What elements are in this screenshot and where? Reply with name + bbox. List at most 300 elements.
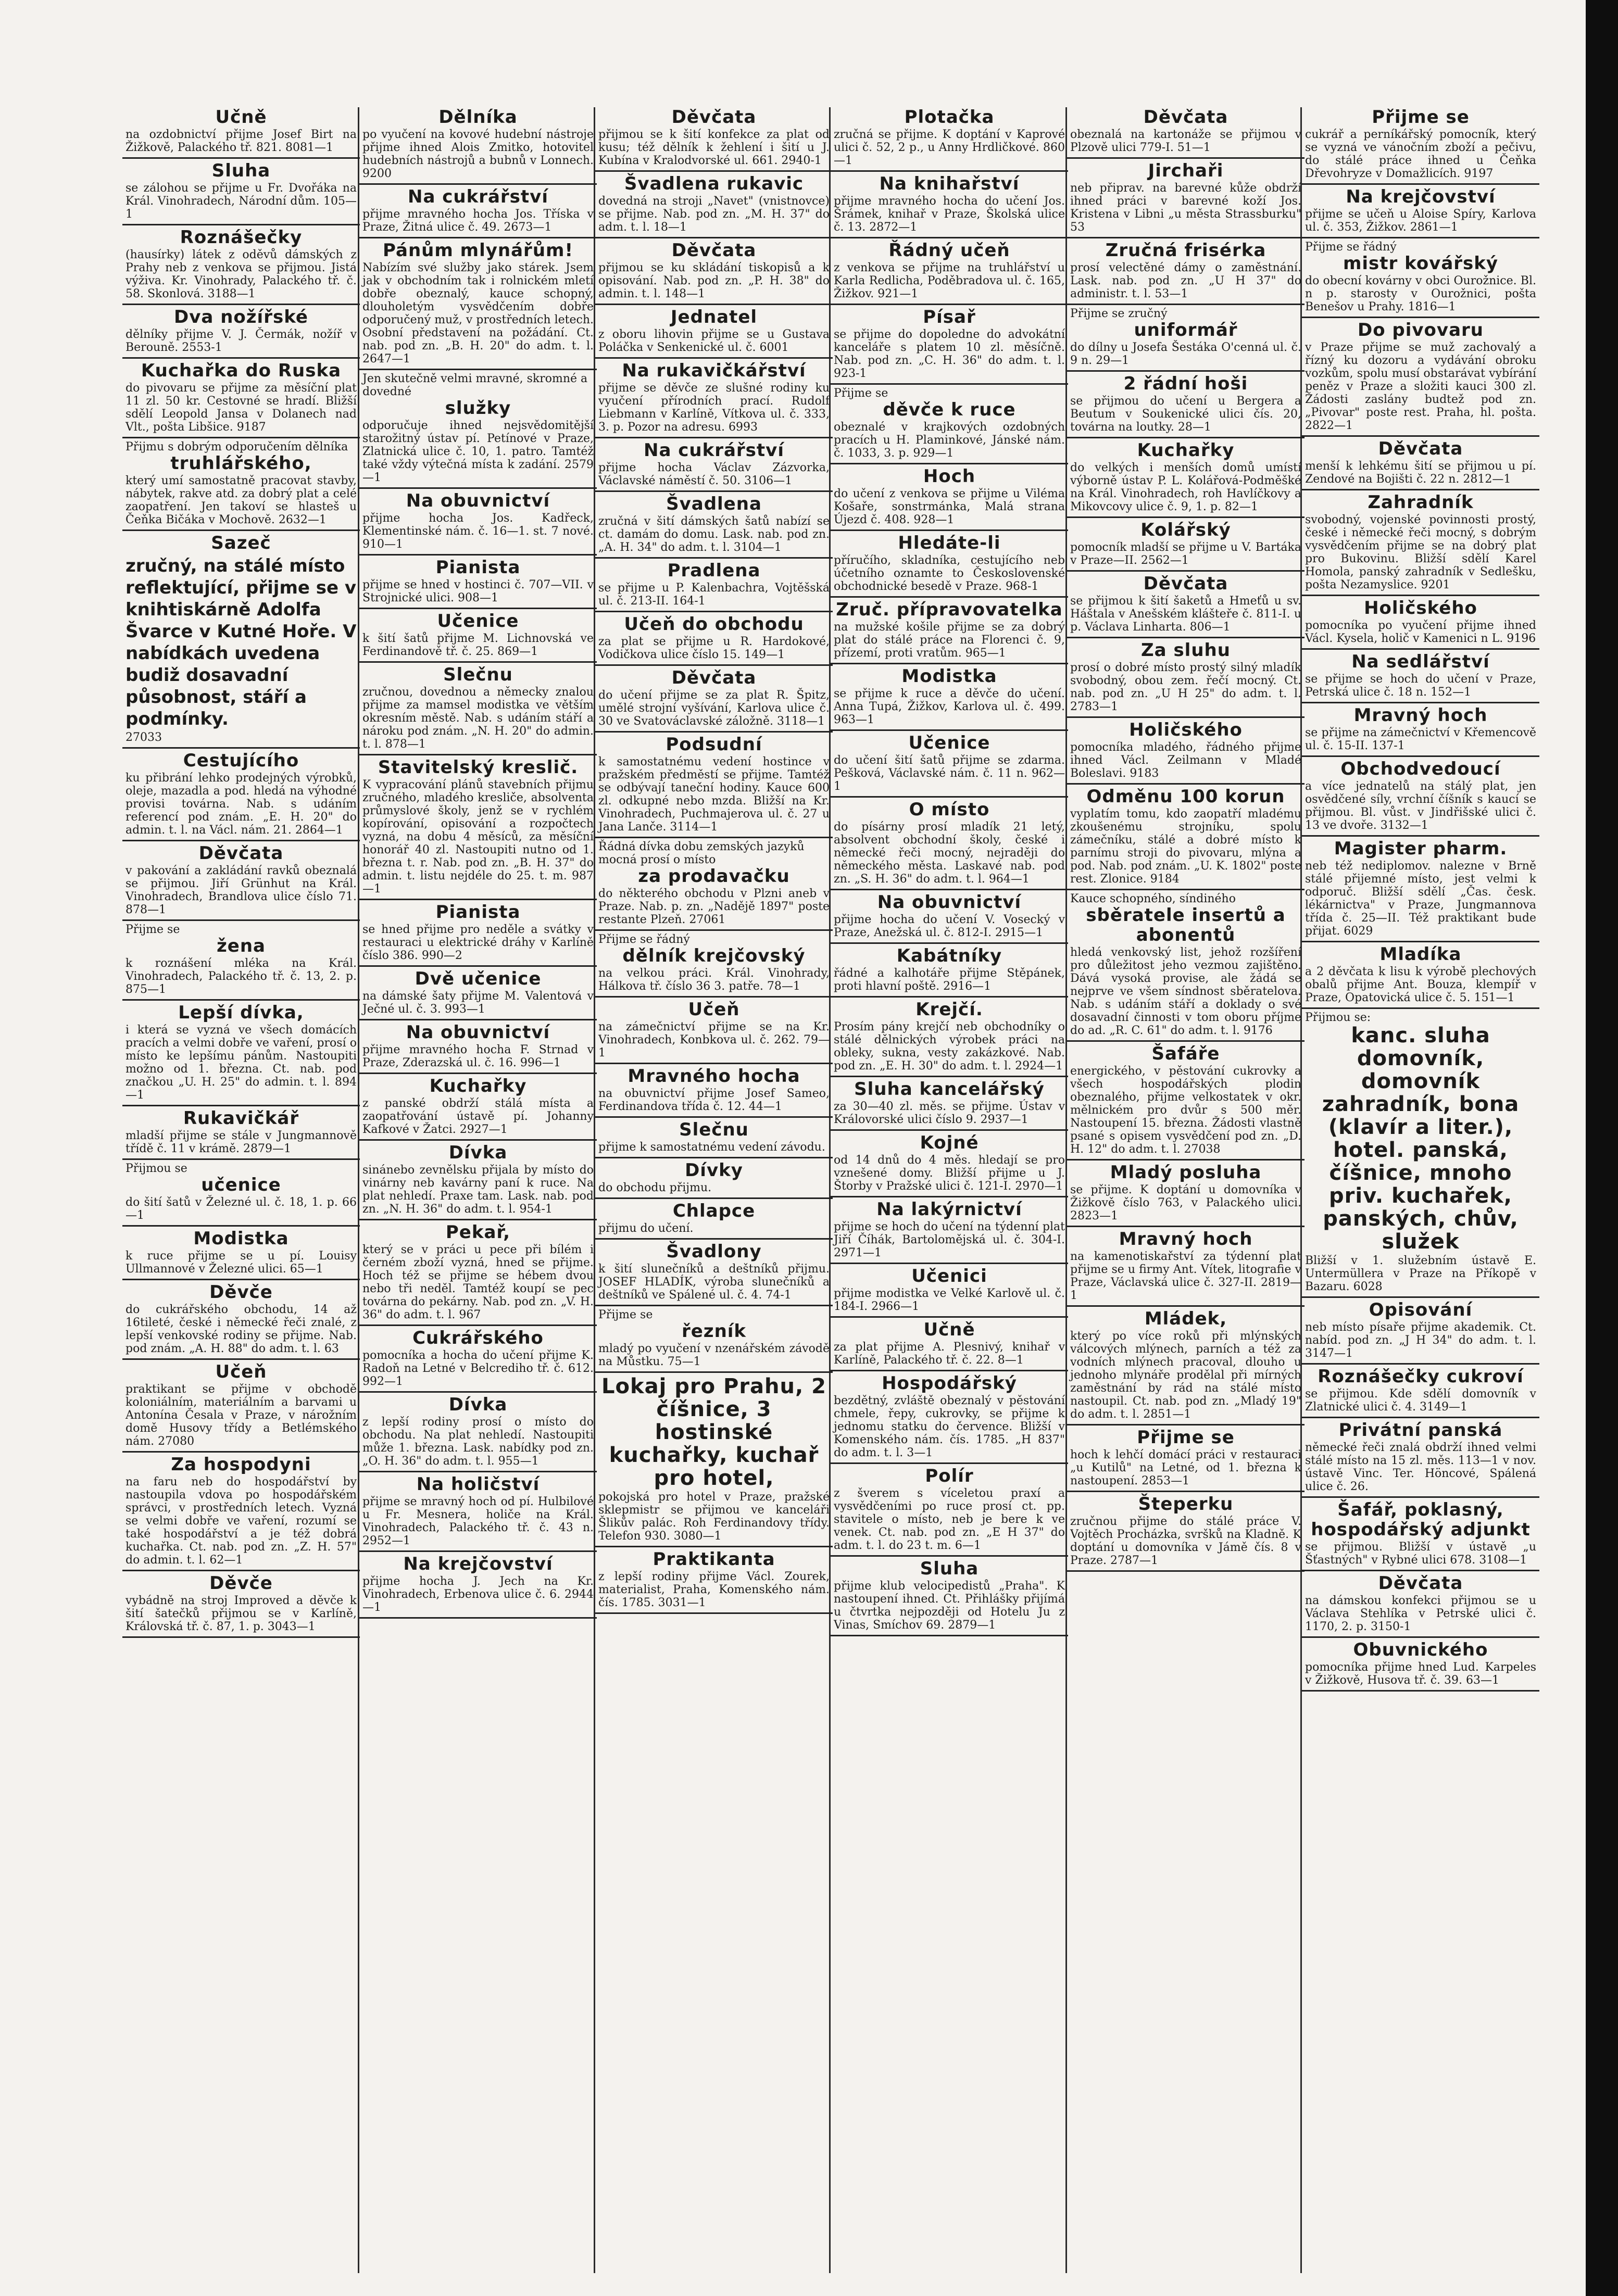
ad-body: přijme se děvče ze slušné rodiny ku vyučení přírodních prací. Rudolf Liebmann v Karlíně, Vítkova ul. č. 333, 3. p. Pozor na adresu. 6993 [598,382,830,434]
ad-heading: Polír [925,1466,974,1486]
ad-body: 27033 [126,731,162,744]
ad-heading: Učně [923,1319,975,1340]
ad-heading: Mladíka [1379,944,1462,965]
ad-intro: Přijme se zručný [1070,307,1168,320]
ad-heading: Učeň do obchodu [624,614,804,635]
ad-heading: Holičského [1364,598,1477,619]
ad-heading: Děvčata [1378,438,1463,459]
classified-ad [831,466,1068,531]
ad-body: přijme klub velocipedistů „Praha". K nastoupení ihned. Ct. Přihlášky přijímá u čtvrtka nejpozději od Hotelu Ju z Vinas, Smíchov 69. 2879—1 [834,1580,1065,1632]
classified-ad [359,491,597,556]
classified-ad [1302,705,1539,757]
classified-ad [122,1229,360,1280]
ad-body: přijme hocha Jos. Kadřeck, Klementinské nám. č. 16—1. st. 7 nové. 910—1 [362,512,594,551]
ad-body: přijme se mravný hoch od pí. Hulbilové u Fr. Mesnera, holiče na Král. Vinohradech, Palackého tř. č. 43 n. 2952—1 [362,1495,594,1547]
classified-ad [1302,1367,1539,1418]
ad-body: do pivovaru se přijme za měsíční plat 11 zl. 50 kr. Cestovné se hradí. Bližší sdělí Leopold Jansa v Dolanech nad Vlt., pošta Libšice. 9187 [126,382,357,434]
classified-ad [122,923,360,1001]
ad-column [359,107,597,2270]
classified-ad [1302,598,1539,650]
classified-ad [595,1375,833,1547]
classified-ad [831,107,1068,172]
ad-heading: Stavitelský kreslič. [378,757,579,778]
ad-intro: Přijmu s dobrým odporučením dělníka [126,440,348,453]
ad-body: se přijme k ruce a děvče do učení. Anna Tupá, Žižkov, Karlova ul. č. 499. 963—1 [834,687,1065,726]
ad-body: za 30—40 zl. měs. se přijme. Ústav v Královorské ulici číslo 9. 2937—1 [834,1100,1065,1126]
classified-ad [831,1000,1068,1077]
ad-body: na mužské košile přijme se za dobrý plat do stálé práce na Florenci č. 9, přízemí, proti vratům. 965—1 [834,621,1065,660]
classified-ad [831,1320,1068,1371]
ad-body: přijmou se k šití konfekce za plat od kusu; též dělník k žehlení i šití u J. Kubína v Kralodvorské ul. 661. 2940-1 [598,128,830,167]
ad-heading: Sluha [920,1558,979,1579]
ad-heading: Do pivovaru [1357,320,1484,340]
ad-body: energického, v pěstování cukrovky a všech hospodářských plodin obeznalého, přijme velkostatek v okr. mělnickém pro dvůr s 500 měr. Nastoupení 15. března. Žádosti vlastně psané s opisem vysvědčení pod zn. „D. H. 12" do adm. t. l. 27038 [1070,1065,1301,1156]
classified-ad [595,1308,833,1373]
ad-heading: Mravný hoch [1119,1229,1253,1250]
ad-body: K vypracování plánů stavebních přijmu zručného, mladého kresliče, absolventa průmyslové školy, jenž se v rychlém kopírování, opisování a rozpočtech vyzná, na dobu 4 měsíců, za měsíční honorář 40 zl. Nastoupiti nutno od 1. března t. r. Nab. pod zn. „B. H. 37" do admin. t. listu nejdéle do 25. t. m. 987—1 [362,778,594,895]
ad-body: příručího, skladníka, cestujícího neb účetního oznamte to Československé obchodnické besedě v Praze. 968-1 [834,554,1065,593]
ad-heading: Mravného hocha [628,1066,800,1087]
ad-heading: Kabátníky [896,945,1002,966]
ad-heading: Pradlena [667,560,761,581]
classified-ad [595,840,833,931]
ad-heading: Jirchaři [1148,160,1224,181]
classified-ad [1302,1500,1539,1571]
classified-ad [831,1466,1068,1557]
ad-body: se přijmou. Bližší v ústavě „u Šťastných" v Rybné ulici 678. 3108—1 [1305,1541,1536,1567]
ad-body: v pakování a zakládání ravků obeznalá se přijmou. Jiří Grünhut na Král. Vinohradech, Brandlova ulice číslo 71. 878—1 [126,864,357,916]
ad-intro: Přijme se [126,923,180,936]
ad-body: z lepší rodiny prosí o místo do obchodu. Na plat nehledí. Nastoupiti může 1. března. Lask. nabídky pod zn. „O. H. 36" do adm. t. l. 955—1 [362,1416,594,1468]
classified-ad [122,1573,360,1638]
classified-ad [595,107,833,172]
classified-ad [1067,1309,1305,1425]
classified-ad [122,1003,360,1106]
ad-body: do učení přijme se za plat R. Špitz, umělé strojní vyšívání, Karlova ulice č. 30 ve Svatováclavské záložně. 3118—1 [598,689,830,728]
classified-ad [1302,652,1539,703]
ad-heading: Pekař, [445,1222,511,1243]
ad-body: přijme hocha do učení V. Vosecký v Praze, Anežská ul. č. 812-I. 2915—1 [834,913,1065,939]
ad-body: na velkou práci. Král. Vinohrady, Hálkova tř. číslo 36 3. patře. 78—1 [598,967,830,993]
ad-heading: uniformář [1134,320,1238,340]
ad-heading: Na sedlářství [1351,651,1490,672]
classified-ad [359,372,597,489]
classified-ad [1067,520,1305,572]
classified-ad [1302,439,1539,490]
ad-body: na obuvnictví přijme Josef Sameo, Ferdinandova třída č. 12. 44—1 [598,1087,830,1113]
ad-heading: Na holičství [416,1474,540,1495]
ad-body: německé řeči znalá obdrží ihned velmi stálé místo na 15 zl. měs. 113—1 v nov. ústavě Vinc. Ter. Höncové, Spálená ulice č. 26. [1305,1441,1536,1493]
ad-body: na ozdobnictví přijme Josef Birt na Žižkově, Palackého tř. 821. 8081—1 [126,128,357,154]
ad-heading: Písař [923,307,976,327]
ad-heading: Dívka [448,1394,508,1415]
ad-body: přijme k samostatnému vedení závodu. [598,1141,825,1154]
ad-heading: Na obuvnictví [406,490,550,511]
ad-body: který po více roků při mlýnských válcových mlýnech, parních a též za vodních mlýnech pracoval, dlouho u jednoho mlynáře prodělal při mírných zaměstnání by rád na stálé místo nastoupil. Ct. nab. pod zn. „Mladý 19" do adm. t. l. 2851—1 [1070,1330,1301,1421]
ad-heading: za prodavačku [638,866,790,887]
ad-body: z panské obdrží stálá místa a zaopatřování ústavě pí. Johanny Kafkové v Žatci. 2927—1 [362,1097,594,1136]
classified-ad [595,735,833,838]
ad-column [122,107,360,2270]
classified-ad [595,1120,833,1158]
ad-intro: Kauce schopného, síndiného [1070,892,1236,905]
ad-heading: Děvčata [1378,1573,1463,1594]
ad-heading: Na krejčovství [403,1554,553,1574]
classified-ad [831,307,1068,385]
classified-ad [359,1395,597,1472]
ad-intro: Přijme se řádný [1305,241,1397,254]
classified-ad [595,361,833,438]
ad-lead-text: zručný, na stálé místo reflektující, přijme se v knihtiskárně Adolfa Švarce v Kutné Hoře. V nabídkách uvedena budiž dosavadní působnost, stáří a podmínky. [126,556,357,729]
ad-body: hledá venkovský list, jehož rozšíření pro důležitost jeho vezmou zajištěno. Dává vysoká provise, ale žádá se nejprve ve všem síndnost sběratelova. Nab. s udáním stáří a doklady o své dosavadní činnosti v tom oboru příjme do ad. „R. C. 61" do adm. t. l. 9176 [1070,946,1301,1037]
classified-ad [595,668,833,733]
ad-body: k roznášení mléka na Král. Vinohradech, Palackého tř. č. 13, 2. p. 875—1 [126,957,357,996]
classified-ad [1067,1229,1305,1307]
ad-heading: Děvčata [671,107,757,128]
classified-ad [1302,187,1539,238]
classified-ad [359,969,597,1020]
classified-ad [1302,241,1539,318]
ad-heading: Odměnu 100 korun [1086,786,1285,807]
ad-heading: Modistka [193,1228,289,1249]
ad-body: (hausírky) látek z oděvů dámských z Prahy neb z venkova se přijmou. Jistá výživa. Kr. Vinohrady, Palackého tř. č. 58. Skonlová. 3188—1 [126,248,357,300]
ad-body: odporučuje ihned nejsvědomitější starožitný ústav pí. Petínové v Praze, Zlatnická ulice č. 10, 1. patro. Tamtéž také vždy výtečná místa k zadání. 2579—1 [362,419,594,484]
ad-body: cukrář a perníkářský pomocník, který se vyzná ve vánočním zboží a pečivu, do stálé práce ihned u Čeňka Dřevohryze v Domažlicích. 9197 [1305,128,1536,180]
ad-heading: Na knihařství [879,173,1020,194]
ad-body: sinánebo zevnělsku přijala by místo do vinárny neb kavárny paní k ruce. Na plat nehledí. Praxe tam. Lask. nab. pod zn. „N. H. 36" do adm. t. l. 954-1 [362,1164,594,1216]
ad-heading: Dívka [448,1142,508,1163]
ad-body: pomocníka mladého, řádného přijme ihned Václ. Zeilmann v Mladé Boleslavi. 9183 [1070,741,1301,780]
classified-ad [122,307,360,359]
ad-body: na dámskou konfekci přijmou se u Václava Stehlíka v Petrské ulici č. 1170, 2. p. 3150-1 [1305,1594,1536,1633]
ad-heading: sběratele insertů a abonentů [1086,905,1286,945]
ad-body: pokojská pro hotel v Praze, pražské sklepmistr se přijmou ve kanceláři Šlikův palác. Roh Ferdinandovy třídy. Telefon 930. 3080—1 [598,1491,830,1543]
ad-body: pomocníka přijme hned Lud. Karpeles v Žižkově, Husova tř. č. 39. 63—1 [1305,1661,1536,1687]
ad-column [1067,107,1305,2270]
classified-ad [595,241,833,305]
ad-heading: Mládek, [1144,1308,1227,1329]
ad-heading: Cestujícího [183,750,299,771]
ad-heading: Pianista [435,902,521,923]
ad-heading: Dělníka [438,107,518,128]
ad-heading: Lokaj pro Prahu, 2 číšnice, 3 hostinské kuchařky, kuchař pro hotel, [601,1374,826,1490]
ad-body: zručnou, dovednou a německy znalou přijme za mamsel modistka ve větším okresním městě. Nab. s udáním stáří a nároku pod znám. „N. H. 20" do admin. t. l. 878—1 [362,686,594,751]
ad-body: přijme mravného hocha F. Strnad v Praze, Zderazská ul. č. 16. 996—1 [362,1043,594,1069]
ad-heading: Šafář, poklasný, hospodářský adjunkt [1311,1499,1531,1540]
classified-ad [359,107,597,185]
ad-body: ku přibrání lehko prodejných výrobků, oleje, mazadla a pod. hledá na výhodné provisi továrna. Nab. s udáním referencí pod znám. „E. H. 20" do admin. t. l. na Václ. nám. 21. 2864—1 [126,772,357,837]
ad-body: za plat přijme A. Plesnivý, knihař v Karlíně, Palackého tř. č. 22. 8—1 [834,1341,1065,1367]
ad-body: se přijme u P. Kalenbachra, Vojtěšská ul. č. 213-II. 164-1 [598,582,830,608]
ad-heading: Na krejčovství [1346,186,1496,207]
ad-heading: 2 řádní hoši [1123,373,1248,394]
ad-heading: Mladý posluha [1110,1162,1262,1183]
ad-body: z šverem s víceletou praxí a vysvědčeními po ruce prosí ct. pp. stavitele o místo, neb je bere k ve venek. Ct. nab. pod zn. „E H 37" do adm. t. l. do 23 t. m. 6—1 [834,1487,1065,1552]
ad-heading: Hledáte-li [898,533,1001,553]
ad-heading: Kuchařky [1137,440,1235,461]
ad-intro: Řádná dívka dobu zemských jazyků mocná prosí o místo [598,840,805,866]
classified-ad [595,440,833,492]
ad-heading: Za sluhu [1141,640,1231,661]
classified-ad [122,1282,360,1360]
ad-heading: Modistka [901,666,997,687]
ad-body: k šití šatů přijme M. Lichnovská ve Ferdinandově tř. č. 25. 869—1 [362,632,594,658]
classified-ad [1067,892,1305,1042]
classified-ad [1067,107,1305,159]
ad-body: neb též nediplomov. nalezne v Brně stálé přijemné místo, jest velmi k odporuč. Bližší sdělí „Čas. česk. lékárnictva" v Praze, Jungmannova třída č. 25—II. Též praktikant bude přijat. 6029 [1305,860,1536,938]
ad-heading: O místo [909,799,990,820]
ad-intro: Přijme se řádný [598,933,690,946]
classified-ad [1067,640,1305,718]
ad-body: i která se vyzná ve všech domácích pracích a velmi dobře ve vaření, prosí o místo ke lepšímu pánům. Nastoupiti možno od 1. března. Ct. nab. pod značkou „U. H. 25" do admin. t. l. 894—1 [126,1024,357,1102]
ad-heading: Privátní panská [1338,1420,1503,1441]
classified-ad [595,933,833,998]
ad-body: k ruce přijme se u pí. Louisy Ullmannové v Železné ulici. 65—1 [126,1250,357,1276]
ad-body: přijme mravného hocha do učení Jos. Šrámek, knihař v Praze, Školská ulice č. 13. 2872—1 [834,195,1065,234]
classified-ad [359,241,597,370]
ad-body: do některého obchodu v Plzni aneb v Praze. Nab. p. zn. „Nadějě 1897" poste restante Plzeň. 27061 [598,887,830,926]
ad-heading: Holičského [1129,720,1243,740]
ad-body: pomocníka a hocha do učení přijme K. Radoň na Letné v Belcrediho tř. č. 612. 992—1 [362,1349,594,1388]
ad-body: do písárny prosí mladík 21 letý, absolvent obchodní školy, české i německé řeči mocný, nejraději do německého města. Laskavé nab. pod zn. „S. H. 36" do adm. t. l. 964—1 [834,821,1065,886]
ad-heading: Podsudní [666,734,762,755]
classified-ad [595,614,833,666]
ad-heading: Na rukavičkářství [622,360,806,381]
classified-ad [1302,839,1539,942]
ad-heading: Na cukrářství [644,440,784,461]
ad-body: neb připrav. na barevné kůže obdrží ihned práci v barevné koží Jos. Kristena v Libni „u města Strassburku" 53 [1070,182,1301,234]
classified-ad [595,1000,833,1064]
ad-heading: Krejčí. [915,999,983,1020]
ad-heading: Švadlena rukavic [624,173,804,194]
classified-ad [595,494,833,559]
ad-body: do obchodu přijmu. [598,1181,712,1194]
ad-body: za plat se přijme u R. Hardokové, Vodičkova ulice číslo 15. 149—1 [598,635,830,661]
ad-heading: Na obuvnictví [877,892,1022,913]
classified-ad [831,1133,1068,1197]
ad-body: přijme se hoch do učení na týdenní plat Jiří Číhák, Bartolomějská ul. č. 304-I. 2971—1 [834,1220,1065,1259]
ad-heading: Sluha [211,160,271,181]
ad-body: zručnou přijme do stálé práce V. Vojtěch Procházka, svršků na Kladně. K doptání u domovníka v Jámě čís. 8 v Praze. 2787—1 [1070,1515,1301,1567]
classified-ad [1302,493,1539,596]
classified-ad [831,174,1068,238]
ad-heading: Lepší dívka, [178,1002,304,1023]
ad-heading: žena [217,936,266,956]
ad-heading: Slečnu [443,664,513,685]
ad-heading: Dívky [685,1160,743,1181]
classified-ad [359,1474,597,1552]
ad-heading: Sazeč [211,533,271,553]
classified-ad [359,902,597,967]
ad-body: se hned přijme pro neděle a svátky v restauraci u elektrické dráhy v Karlíně číslo 386. 990—2 [362,923,594,962]
ad-heading: Učenici [911,1266,987,1286]
ad-body: se zálohou se přijme u Fr. Dvořáka na Král. Vinohradech, Národní dům. 105—1 [126,182,357,221]
classified-ad [595,1549,833,1614]
classified-ad [359,1143,597,1220]
ad-body: na dámské šaty přijme M. Valentová v Ječné ul. č. 3. 993—1 [362,990,594,1016]
classified-ad [1067,161,1305,238]
ad-heading: truhlářského, [170,453,312,474]
ad-body: přijme mravného hocha Jos. Tříska v Praze, Žitná ulice č. 49. 2673—1 [362,208,594,234]
ad-body: se přijmou k šití šaketů a Hmeťů u sv. Háštala v Anešském klášteře č. 811-I. u p. Václava Linharta. 806—1 [1070,595,1301,634]
classified-ad [831,1373,1068,1464]
ad-body: který se v práci u pece při bílém i černém zboží vyzná, hned se přijme. Hoch též se přijme se hébem dvou nebo tři neděl. Tamtéž koupí se pec továrna do pekárny. Nab. pod zn. „V. H. 36" do adm. t. l. 967 [362,1243,594,1321]
ad-heading: Za hospodyni [171,1454,311,1475]
ad-heading: Na cukrářství [408,186,548,207]
ad-heading: Praktikanta [653,1549,775,1570]
ad-heading: Přijme se [1137,1427,1235,1448]
ad-body: se přijmou do učení u Bergera a Beutum v Soukenické ulici čís. 20, továrna na loutky. 28—1 [1070,395,1301,434]
ad-body: přijme se hned v hostinci č. 707—VII. v Strojnické ulici. 908—1 [362,578,594,604]
ad-body: do obecní kovárny v obci Ourožnice. Bl. n p. starosty v Ourožnici, pošta Benešov u Prahy. 1816—1 [1305,274,1536,313]
ad-body: zručná se přijme. K doptání v Kaprové ulici č. 52, 2 p., u Anny Hrdličkové. 860—1 [834,128,1065,167]
ad-heading: Na lakýrnictví [876,1199,1022,1220]
ad-body: řádné a kalhotáře přijme Stěpánek, proti hlavní poště. 2916—1 [834,967,1065,993]
ad-body: do učení z venkova se přijme u Viléma Košaře, sonstrmánka, Malá strana Újezd č. 408. 928—1 [834,487,1065,526]
ad-body: na kamenotiskařství za týdenní plat přijme se u firmy Ant. Vítek, litografie v Praze, Václavská ulice č. 327-II. 2819—1 [1070,1250,1301,1302]
ad-body: neb místo písaře přijme akademik. Ct. nabíd. pod zn. „J H 34" do adm. t. l. 3147—1 [1305,1321,1536,1360]
ad-body: Nabízím své služby jako stárek. Jsem jak v obchodním tak i rolnickém mletí dobře obeznalý, kauce schopný, dlouholetým vysvědčením dobře odporučený muž, v prostředních letech. Osobní představení na požádání. Ct. nab. pod zn. „B. H. 20" do adm. t. l. 2647—1 [362,261,594,365]
ad-heading: Obuvnického [1353,1639,1488,1660]
ad-body: do dílny u Josefa Šestáka O'cenná ul. č. 9 n. 29—1 [1070,341,1301,367]
ad-heading: Děvčata [671,667,757,688]
ad-heading: Děvčata [198,843,284,864]
ad-heading: Šafáře [1151,1043,1220,1064]
classified-ad [1302,1011,1539,1298]
ad-heading: mistr kovářský [1343,253,1499,274]
ad-heading: Kuchařky [429,1076,527,1096]
ad-heading: Slečnu [679,1119,749,1140]
ad-heading: služky [445,398,511,419]
classified-ad [122,361,360,438]
ad-heading: Děvče [209,1573,273,1594]
classified-ad [1067,241,1305,305]
ad-heading: Roznášečky cukroví [1318,1366,1524,1387]
ad-body: na zámečnictví přijme se na Kr. Vinohradech, Konbkova ul. č. 262. 79—1 [598,1020,830,1059]
classified-ad [359,1222,597,1326]
ad-heading: Cukrářského [412,1328,544,1348]
ad-body: k šití slunečníků a deštníků přijmu. JOSEF HLADÍK, výroba slunečníků a deštníků ve Spálené ul. č. 4. 74-1 [598,1263,830,1302]
ad-body: prosí o dobré místo prostý silný mladík svobodný, obou zem. řečí mocný. Ct. nab. pod zn. „U H 25" do adm. t. l. 2783—1 [1070,661,1301,713]
ad-body: do šití šatů v Železné ul. č. 18, 1. p. 66—1 [126,1196,357,1222]
ad-body: bezdětný, zvláště obeznalý v pěstování chmele, řepy, cukrovky, se přijme k jednomu statku do července. Bližší v Komenského nám. čís. 1785. „H 837" do adm. t. l. 3—1 [834,1394,1065,1459]
classified-ad [831,600,1068,664]
ad-heading: Učně [215,107,267,128]
classified-ad [831,1266,1068,1318]
classified-ad [595,1242,833,1306]
ad-heading: Pianista [435,557,521,578]
ad-heading: Dva nožířské [174,307,308,327]
classified-ad [1302,1420,1539,1498]
ad-heading: Kolářský [1140,520,1231,540]
ad-heading: Zahradník [1368,492,1474,513]
ad-heading: Dvě učenice [415,968,542,989]
ad-body: přijmou se ku skládání tiskopisů a k opisování. Nab. pod zn. „P. H. 38" do admin. t. l. 148—1 [598,261,830,300]
ad-heading: Zručná frisérka [1105,240,1266,261]
ad-body: obeznalé v krajkových ozdobných pracích u H. Plaminkové, Jánské nám. č. 1033, 3. p. 929—1 [834,421,1065,460]
classified-ad [1302,320,1539,437]
ad-heading: Hoch [923,466,976,487]
classified-ad [831,666,1068,731]
ad-body: přijme hocha J. Jech na Kr. Vinohradech, Erbenova ulice č. 6. 2944—1 [362,1575,594,1614]
ad-heading: Učeň [215,1361,267,1382]
ad-heading: Na obuvnictví [406,1022,550,1043]
ad-heading: Přijme se [1372,107,1470,128]
classified-ad [831,733,1068,798]
ad-heading: Zruč. přípravovatelka [836,599,1063,620]
classified-ad [831,1200,1068,1264]
ad-heading: Plotačka [904,107,995,128]
ad-heading: Děvče [209,1282,273,1303]
ad-body: po vyučení na kovové hudební nástroje přijme ihned Alois Zmitko, hotovitel hudebních nástrojů a bubnů v Lonnech. 9200 [362,128,594,180]
ad-heading: Jednatel [670,307,758,327]
ad-heading: Šteperku [1138,1494,1234,1515]
ad-heading: řezník [681,1321,747,1342]
ad-body: se přijme. K doptání u domovníka v Žižkově číslo 763, v Palackého ulici. 2823—1 [1070,1183,1301,1222]
classified-ad [359,558,597,609]
ad-body: pomocníka po vyučení přijme ihned Václ. Kysela, holič v Kamenici n L. 9196 [1305,619,1536,645]
classified-ad [359,758,597,900]
classified-ad [359,187,597,238]
ad-body: vybádně na stroj Improved a děvče k šití šatečků přijmou se v Karlíně, Královská tř. č. 87, 1. p. 3043—1 [126,1594,357,1633]
classified-ad [122,1108,360,1160]
ad-body: a více jednatelů na stálý plat, jen osvědčené síly, vrchní číšník s kaucí se přijmou. Bl. vůst. v Jindřišské ulici č. 13 ve dvoře. 3132—1 [1305,780,1536,832]
ad-body: přijme hocha Václav Zázvorka, Václavské náměstí č. 50. 3106—1 [598,461,830,487]
ad-heading: Pánům mlynářům! [383,240,573,261]
classified-ad [1067,574,1305,638]
classified-ad [831,800,1068,890]
classified-ad [359,1023,597,1074]
classified-ad [831,533,1068,598]
ad-heading: Švadlena [666,494,762,514]
scan-gutter [1586,0,1618,2296]
ad-heading: Kojné [920,1132,979,1153]
classified-ad [122,1162,360,1227]
ad-body: do velkých i menších domů umístí výborně ústav P. L. Kolářová-Podměšké na Král. Vinohradech, roh Havlíčkovy a Mikovcovy ulice č. 9, 1. p. 82—1 [1070,461,1301,513]
classified-ad [1067,1494,1305,1572]
ad-body: praktikant se přijme v obchodě koloniálním, materiálním a barvami u Antonína Česala v Praze, v nárožním domě Husovy třídy a Betlémského nám. 27080 [126,1383,357,1448]
ad-heading: Sluha kancelářský [854,1079,1045,1100]
ad-body: z lepší rodiny přijme Václ. Zourek, materialist, Praha, Komenského nám. čís. 1785. 3031—1 [598,1570,830,1609]
ad-body: do učení šití šatů přijme se zdarma. Pešková, Václavské nám. č. 11 n. 962—1 [834,754,1065,793]
ad-body: se přijmou. Kde sdělí domovník v Zlatnické ulici č. 4. 3149—1 [1305,1387,1536,1414]
ad-body: Prosím pány krejčí neb obchodníky o stálé dělnických výrobek práci na obleky, sukna, vesty zakázkové. Nab. pod zn. „E. H. 30" do adm. t. l. 2924—1 [834,1020,1065,1073]
classified-ad [595,1066,833,1118]
ad-body: v Praze přijme se muž zachovalý a řízný ku dozoru a vydávání obroku vozkům, spolu musí obstarávat vybírání peněz v Praze a složiti kauci 300 zl. Žádosti zaslány budtež pod zn. „Pivovar" poste rest. Praha, hl. pošta. 2822—1 [1305,341,1536,432]
ad-heading: Učenice [908,733,990,753]
classified-ad [1067,720,1305,785]
classified-ad [359,1554,597,1619]
ad-intro: Jen skutečně velmi mravné, skromné a dovedné [362,372,588,398]
ad-body: vyplatím tomu, kdo zaopatří mladému zkoušenému strojníku, spolu zámečníku, stálé a dobré místo k parnímu stroji do pivovaru, mlýna a pod. Nab. pod znám. „U. K. 1802" poste rest. Zlonice. 9184 [1070,808,1301,886]
ad-heading: Hospodářský [882,1373,1017,1394]
ad-body: dovedná na stroji „Navet" (vnistnovce) se přijme. Nab. pod zn. „M. H. 37" do adm. t. l. 18—1 [598,195,830,234]
ad-intro: Přijmou se [126,1162,187,1175]
classified-ad [122,843,360,921]
ad-heading: Rukavičkář [183,1108,299,1129]
ad-body: hoch k lehčí domácí práci v restauraci „u Kutilů" na Letné, od 1. března k nastoupení. 2853—1 [1070,1448,1301,1487]
ad-heading: Mravný hoch [1353,705,1488,726]
ad-body: zručná v šití dámských šatů nabízí se ct. damám do domu. Lask. nab. pod zn. „A. H. 34" do adm. t. l. 3104—1 [598,515,830,554]
classified-ad [1067,1428,1305,1492]
ad-body: svobodný, vojenské povinnosti prostý, české i německé řeči mocný, s dobrým vysvědčením přijme se na dobrý plat pro Bukovinu. Bližší sdělí Karel Homola, panský zahradník v Sedlešku, pošta Nezamyslice. 9201 [1305,513,1536,591]
ad-heading: děvče k ruce [883,399,1016,420]
classified-ad [1302,1300,1539,1365]
classified-ad [831,387,1068,464]
ad-body: pomocník mladší se přijme u V. Bartáka v Praze—II. 2562—1 [1070,541,1301,567]
ad-column [595,107,833,2270]
ad-heading: Děvčata [1143,107,1228,128]
